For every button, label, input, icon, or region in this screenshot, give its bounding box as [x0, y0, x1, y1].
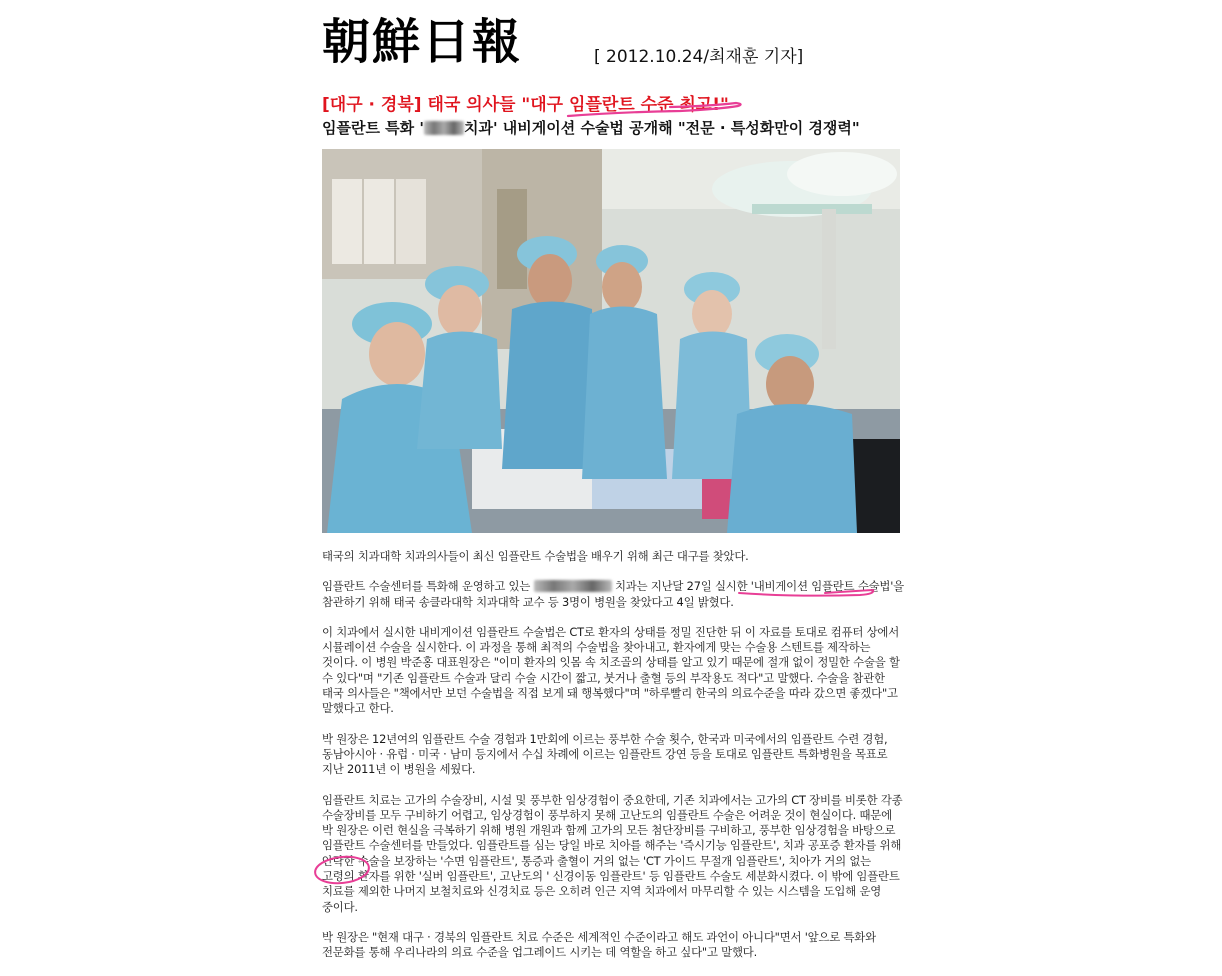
- subheadline: [322, 117, 860, 138]
- surgical-team-photo: [322, 149, 900, 533]
- paragraph-2-part-c: '을 참관하기 위해 태국 송클라대학 치과대학 교수 등 3명이 병원을 찾았다고 4일 밝혔다.: [322, 579, 904, 609]
- redacted-clinic-location: [534, 580, 612, 592]
- paragraph-6: [322, 930, 904, 961]
- paragraph-3: 이 치과에서 실시한 내비게이션 임플란트 수술법은 CT로 환자의 상태를 정밀 진단한 뒤 이 자료를 토대로 컴퓨터 상에서 시뮬레이션 수술을 실시한다. 이 과정을 통해 최적의 수술법을 찾아내고, 환자에게 맞는 수술용 스텐트를 제작하는 것이다. 이 병원 박준홍 대표원장은 "이미 환자의 잇몸 속 치조골의 상태를 알고 있기 때문에 절개 없이 정밀한 수술을 할 수 있다"며 "기존 임플란트 수술과 달리 수술 시간이 짧고, 붓거나 출혈 등의 부작용도 적다"고 말했다. 수술을 참관한 태국 의사들은 "책에서만 보던 수술법을 직접 보게 돼 행복했다"며 "하루빨리 한국의 의료수준을 따라 갔으면 좋겠다"고 말했다고 한다.: [322, 624, 900, 716]
- headline-marked: 임플란트 수준 최고!": [569, 95, 729, 115]
- paragraph-4: 박 원장은 12년여의 임플란트 수술 경험과 1만회에 이르는 풍부한 수술 횟수, 한국과 미국에서의 임플란트 수련 경험, 동남아시아 · 유럽 · 미국 · 남미 등지에서 수십 차례에 이르는 임플란트 강연 등을 토대로 임플란트 특화병원을 목표로 지난 2011년 이 병원을 세웠다.: [322, 731, 888, 777]
- paragraph-6-rest: "현재 대구 · 경북의 임플란트 치료 수준은 세계적인 수준이라고 해도 과언이 아니다"면서 '앞으로 특화와 전문화를 통해 우리나라의 의료 수준을 업그레이드 시키는 데 역할을 하고 싶다"고 말했다.: [322, 929, 876, 960]
- paragraph-2-marked: 내비게이션 임플란트 수술법: [753, 579, 891, 594]
- subhead-after: 치과' 내비게이션 수술법 공개해 "전문 · 특성화만이 경쟁력": [463, 119, 860, 137]
- redacted-clinic-name: [424, 121, 464, 135]
- subhead-before: 임플란트 특화 ': [322, 119, 424, 137]
- paragraph-2: [322, 579, 904, 610]
- paragraph-2-part-a: 임플란트 수술센터를 특화해 운영하고 있는: [322, 579, 534, 594]
- article-body: [322, 549, 904, 976]
- paragraph-2-part-b: 치과는 지난달 27일 실시한 ': [611, 579, 754, 594]
- paragraph-6-marked: 박 원장은: [322, 929, 369, 944]
- headline: [322, 90, 729, 115]
- dateline: [ 2012.10.24/최재훈 기자]: [594, 47, 804, 67]
- headline-prefix: [대구 · 경북] 태국 의사들 "대구: [322, 95, 570, 115]
- photo-illustration: [322, 149, 900, 533]
- paragraph-5: 임플란트 치료는 고가의 수술장비, 시설 및 풍부한 임상경험이 중요한데, 기존 치과에서는 고가의 CT 장비를 비롯한 각종 수술장비를 모두 구비하기 어렵고, 임상경험이 풍부하지 못해 고난도의 임플란트 수술은 어려운 것이 현실이다. 때문에 박 원장은 이런 현실을 극복하기 위해 병원 개원과 함께 고가의 모든 첨단장비를 구비하고, 풍부한 임상경험을 바탕으로 임플란트 수술센터를 만들었다. 임플란트를 심는 당일 바로 치아를 해주는 '즉시기능 임플란트', 치과 공포증 환자를 위해 안락한 수술을 보장하는 '수면 임플란트', 통증과 출혈이 거의 없는 'CT 가이드 무절개 임플란트', 치아가 거의 없는 고령의 환자를 위한 '실버 임플란트', 고난도의 ' 신경이동 임플란트' 등 임플란트 수술도 세분화시켰다. 이 밖에 임플란트 치료를 제외한 나머지 보철치료와 신경치료 등은 오히려 인근 지역 치과에서 마무리할 수 있는 시스템을 도입해 운영 중이다.: [322, 792, 903, 914]
- paragraph-1: 태국의 치과대학 치과의사들이 최신 임플란트 수술법을 배우기 위해 최근 대구를 찾았다.: [322, 549, 749, 563]
- newspaper-logo: 朝鮮日報: [322, 14, 523, 70]
